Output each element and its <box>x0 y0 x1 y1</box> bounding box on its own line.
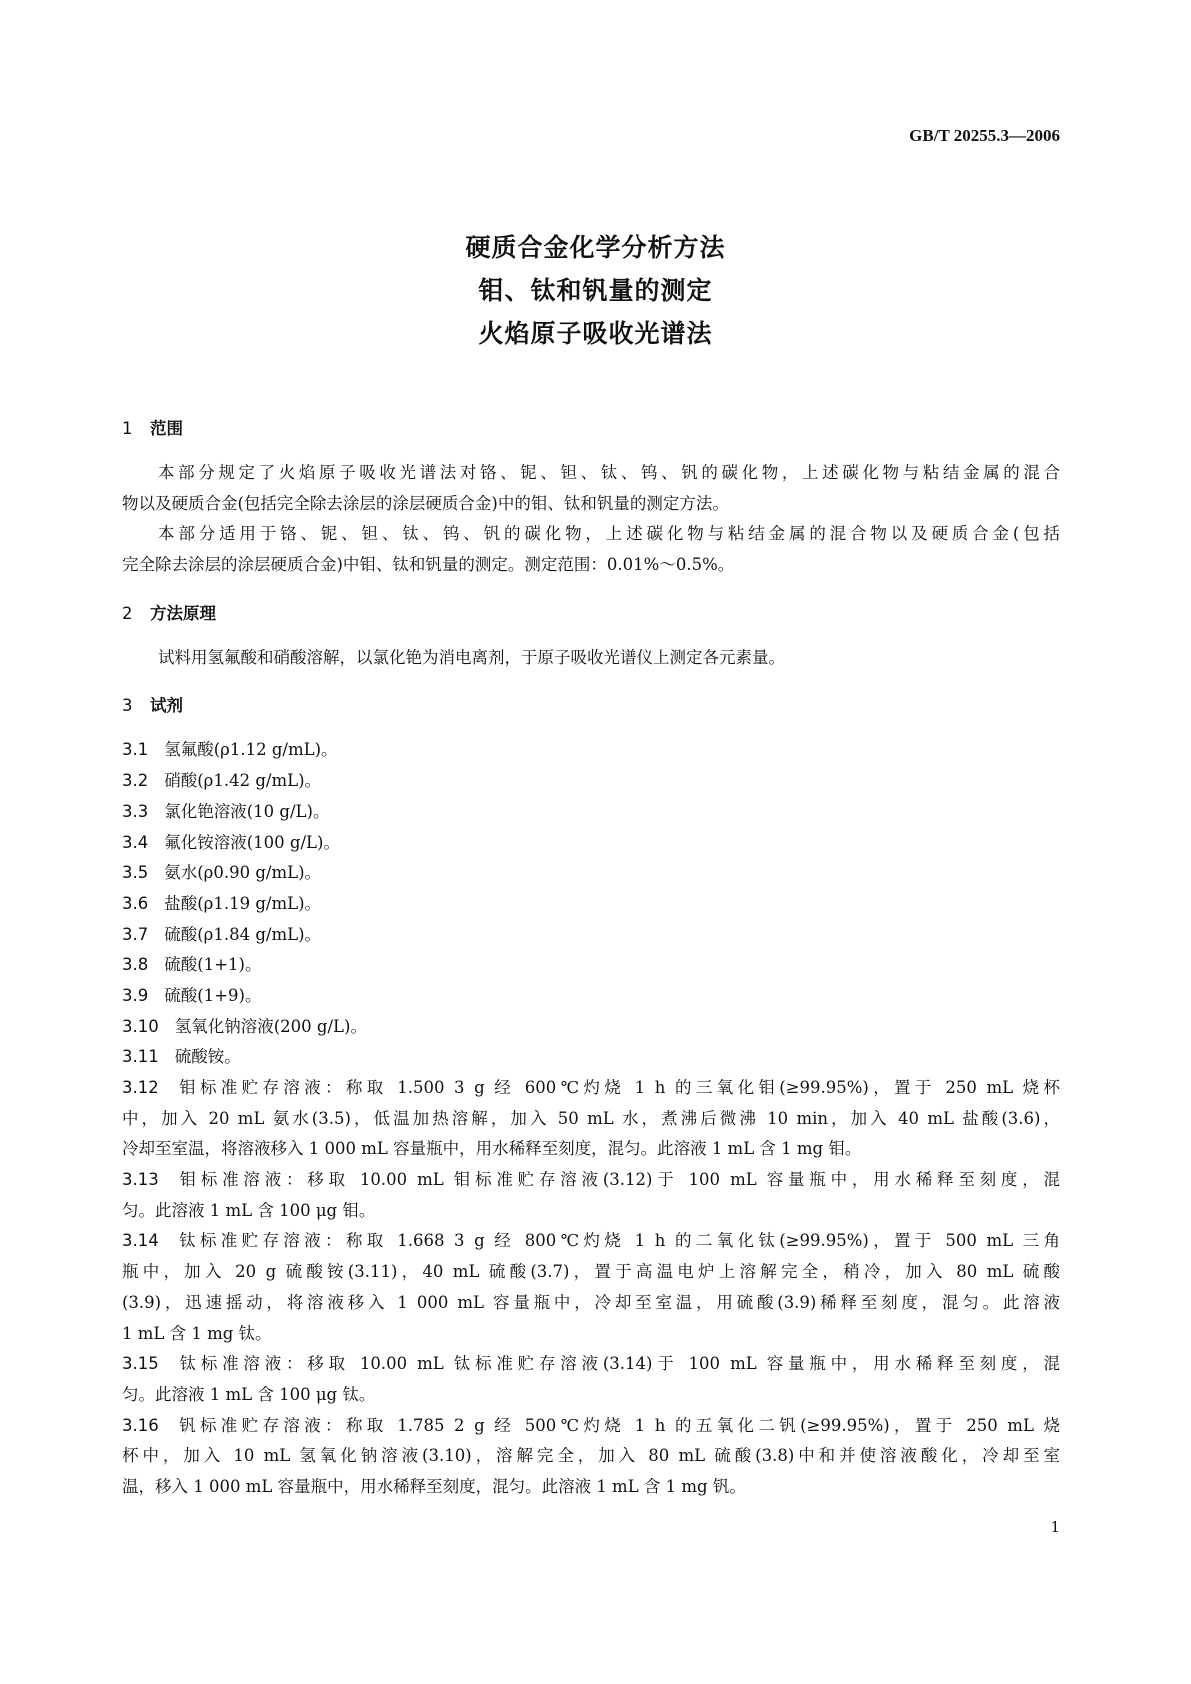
reagent-text: 冷却至室温，将溶液移入 1 000 mL 容量瓶中，用水稀释至刻度，混匀。此溶液 1 mL 含 1 mg 钼。 <box>122 1139 862 1159</box>
reagent-item-line <box>122 1196 1060 1227</box>
reagent-number: 3.5 <box>122 863 149 883</box>
reagent-number: 3.1 <box>122 740 149 760</box>
reagent-text: 硫酸(ρ1.84 g/mL)。 <box>164 924 322 944</box>
title-line: 硬质合金化学分析方法 <box>465 233 726 262</box>
reagent-text: 盐酸(ρ1.19 g/mL)。 <box>164 893 322 913</box>
reagent-item-line <box>122 1134 1060 1165</box>
reagent-number: 3.10 <box>122 1016 159 1036</box>
reagent-item-line <box>122 1472 1060 1503</box>
reagent-item-line <box>122 950 1060 981</box>
reagent-text: 钼标准溶液：移取 10.00 mL 钼标准贮存溶液(3.12)于 100 mL 容量瓶中，用水稀释至刻度，混 <box>174 1170 1060 1190</box>
section-number: 2 <box>122 603 133 623</box>
reagent-text: 温，移入 1 000 mL 容量瓶中，用水稀释至刻度，混匀。此溶液 1 mL 含 1 mg 钒。 <box>122 1476 746 1496</box>
standard-number: GB/T 20255.3—2006 <box>909 126 1060 145</box>
reagent-text: 氨水(ρ0.90 g/mL)。 <box>164 863 322 883</box>
reagent-number: 3.15 <box>122 1354 159 1374</box>
section-title: 试剂 <box>150 696 183 716</box>
section-heading <box>122 691 1060 721</box>
reagent-number: 3.12 <box>122 1078 159 1097</box>
reagent-text: 匀。此溶液 1 mL 含 100 μg 钼。 <box>122 1200 376 1220</box>
reagent-item-line <box>122 1226 1060 1257</box>
reagent-text: 钼标准贮存溶液：称取 1.500 3 g 经 600℃灼烧 1 h 的三氧化钼(≥99.95%)，置于 250 mL 烧杯 <box>174 1078 1060 1097</box>
document-body <box>122 410 1060 1503</box>
section-heading <box>122 599 1060 629</box>
spacer <box>122 673 1060 687</box>
reagent-number: 3.7 <box>122 924 149 944</box>
reagent-text: 硝酸(ρ1.42 g/mL)。 <box>164 771 322 791</box>
reagent-item-line <box>122 1042 1060 1073</box>
paragraph-line: 本部分规定了火焰原子吸收光谱法对铬、铌、钽、钛、钨、钒的碳化物，上述碳化物与粘结金属的混合 <box>158 463 1060 482</box>
reagent-item-line <box>122 797 1060 828</box>
reagent-text: 1 mL 含 1 mg 钛。 <box>122 1323 272 1343</box>
reagent-text: 钒标准贮存溶液：称取 1.785 2 g 经 500℃灼烧 1 h 的五氧化二钒(≥99.95%)，置于 250 mL 烧 <box>174 1415 1060 1435</box>
reagent-text: 氯化铯溶液(10 g/L)。 <box>164 801 330 821</box>
section-title: 范围 <box>150 419 183 438</box>
title-line: 火焰原子吸收光谱法 <box>478 319 713 348</box>
title-line: 钼、钛和钒量的测定 <box>478 276 713 305</box>
paragraph-line: 本部分适用于铬、铌、钽、钛、钨、钒的碳化物，上述碳化物与粘结金属的混合物以及硬质合金(包括 <box>158 524 1060 544</box>
reagent-text: 钛标准贮存溶液：称取 1.668 3 g 经 800℃灼烧 1 h 的二氧化钛(≥99.95%)，置于 500 mL 三角 <box>174 1231 1060 1251</box>
reagent-item-line <box>122 1012 1060 1043</box>
section-title: 方法原理 <box>150 603 216 623</box>
reagent-item-line <box>122 1349 1060 1380</box>
reagent-item-line <box>122 1257 1060 1288</box>
reagent-number: 3.8 <box>122 955 149 975</box>
reagent-item-line <box>122 858 1060 889</box>
reagent-item-line <box>122 1073 1060 1104</box>
reagent-text: 匀。此溶液 1 mL 含 100 μg 钛。 <box>122 1384 376 1404</box>
reagent-text: (3.9)，迅速摇动，将溶液移入 1 000 mL 容量瓶中，冷却至室温，用硫酸(3.9)稀释至刻度，混匀。此溶液 <box>122 1292 1060 1312</box>
document-title <box>0 226 1191 355</box>
reagent-item-line <box>122 735 1060 766</box>
reagent-item-line <box>122 1319 1060 1350</box>
reagent-number: 3.9 <box>122 985 149 1005</box>
paragraph-line: 完全除去涂层的涂层硬质合金)中钼、钛和钒量的测定。测定范围：0.01%～0.5%。 <box>122 555 735 575</box>
reagent-text: 硫酸(1+1)。 <box>164 955 262 975</box>
reagent-text: 中，加入 20 mL 氨水(3.5)，低温加热溶解，加入 50 mL 水，煮沸后微沸 10 min，加入 40 mL 盐酸(3.6)， <box>122 1108 1060 1128</box>
reagent-item-line <box>122 1441 1060 1472</box>
reagent-item-line <box>122 1380 1060 1411</box>
reagent-text: 氢氟酸(ρ1.12 g/mL)。 <box>164 740 338 760</box>
reagent-text: 杯中，加入 10 mL 氢氧化钠溶液(3.10)，溶解完全，加入 80 mL 硫酸(3.8)中和并使溶液酸化，冷却至室 <box>122 1446 1060 1466</box>
reagent-item-line <box>122 1288 1060 1319</box>
reagent-number: 3.6 <box>122 893 149 913</box>
reagent-item-line <box>122 1411 1060 1442</box>
reagent-number: 3.4 <box>122 832 149 852</box>
reagent-text: 瓶中，加入 20 g 硫酸铵(3.11)，40 mL 硫酸(3.7)，置于高温电炉上溶解完全，稍冷，加入 80 mL 硫酸 <box>122 1262 1060 1282</box>
page-number: 1 <box>1050 1518 1060 1536</box>
reagent-item-line <box>122 920 1060 951</box>
paragraph-line: 物以及硬质合金(包括完全除去涂层的涂层硬质合金)中的钼、钛和钒量的测定方法。 <box>122 493 729 513</box>
reagent-text: 氟化铵溶液(100 g/L)。 <box>164 832 340 852</box>
spacer <box>122 581 1060 595</box>
paragraph-line: 试料用氢氟酸和硝酸溶解，以氯化铯为消电离剂，于原子吸收光谱仪上测定各元素量。 <box>158 647 785 667</box>
reagent-number: 3.11 <box>122 1047 159 1067</box>
reagent-text: 钛标准溶液：移取 10.00 mL 钛标准贮存溶液(3.14)于 100 mL 容量瓶中，用水稀释至刻度，混 <box>174 1354 1060 1374</box>
reagent-item-line <box>122 981 1060 1012</box>
section-heading <box>122 414 1060 444</box>
reagent-item-line <box>122 1104 1060 1135</box>
reagent-text: 氢氧化钠溶液(200 g/L)。 <box>174 1016 367 1036</box>
section-number: 1 <box>122 419 133 438</box>
reagent-text: 硫酸(1+9)。 <box>164 985 262 1005</box>
reagent-text: 硫酸铵。 <box>174 1047 241 1067</box>
reagent-number: 3.13 <box>122 1170 159 1190</box>
reagent-number: 3.16 <box>122 1415 159 1435</box>
reagent-item-line <box>122 828 1060 859</box>
section-number: 3 <box>122 696 133 716</box>
reagent-item-line <box>122 889 1060 920</box>
reagent-number: 3.2 <box>122 771 149 791</box>
reagent-number: 3.14 <box>122 1231 159 1251</box>
reagent-number: 3.3 <box>122 801 149 821</box>
reagent-item-line <box>122 1165 1060 1196</box>
reagent-item-line <box>122 766 1060 797</box>
